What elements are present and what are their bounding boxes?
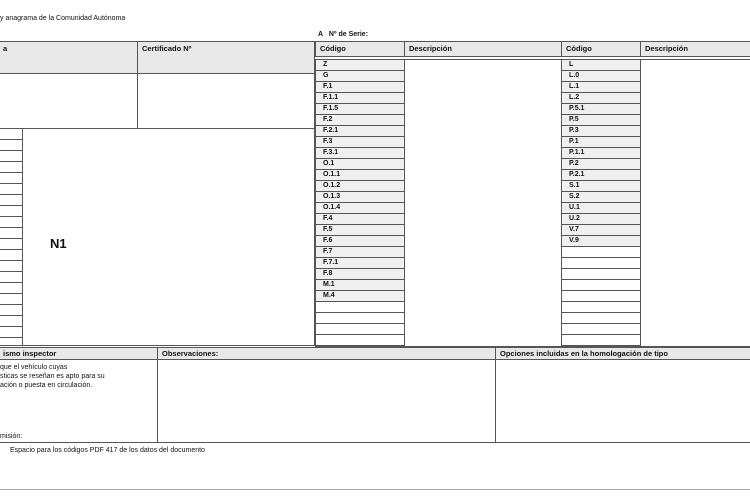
code-cell: O.1.4 (316, 203, 404, 214)
left-cell (0, 327, 22, 338)
left-cell (0, 283, 22, 294)
bottom-rule (0, 489, 750, 490)
code-cell: L.2 (562, 93, 640, 104)
serie-text: Nº de Serie: (328, 31, 369, 38)
code-cell: F.2 (316, 115, 404, 126)
desc-header-2: Descripción (640, 41, 750, 57)
code-cell: M.1 (316, 280, 404, 291)
certificado-content-box (137, 73, 315, 129)
inspector-header: ismo inspector (0, 347, 158, 360)
code-cell: L (562, 60, 640, 71)
code-cell: G (316, 71, 404, 82)
code-cell: S.2 (562, 192, 640, 203)
code-cell: V.7 (562, 225, 640, 236)
code-cell (562, 258, 640, 269)
code-cell: P.1 (562, 137, 640, 148)
inspector-text (0, 363, 158, 390)
code-cell (562, 302, 640, 313)
code-cell: P.2.1 (562, 170, 640, 181)
code-cell: F.7 (316, 247, 404, 258)
code-column-1 (315, 59, 405, 347)
desc-column-1 (404, 59, 562, 347)
code-cell (562, 247, 640, 258)
left-cell (0, 294, 22, 305)
code-cell: F.7.1 (316, 258, 404, 269)
code-cell: O.1.2 (316, 181, 404, 192)
desc-column-2 (640, 59, 750, 347)
left-cell (0, 173, 22, 184)
desc-header-1: Descripción (404, 41, 562, 57)
code-cell (562, 324, 640, 335)
left-cell (0, 261, 22, 272)
code-cell: F.3.1 (316, 148, 404, 159)
code-cell: P.2 (562, 159, 640, 170)
left-cell (0, 239, 22, 250)
left-striped-column (0, 128, 23, 346)
code-cell: F.3 (316, 137, 404, 148)
inspector-date-label: misión: (0, 433, 23, 440)
left-cell (0, 228, 22, 239)
code-cell: L.0 (562, 71, 640, 82)
code-cell (316, 302, 404, 313)
left-content-box (0, 73, 138, 129)
code-cell: F.1.1 (316, 93, 404, 104)
left-cell (0, 272, 22, 283)
left-cell (0, 162, 22, 173)
left-cell (0, 195, 22, 206)
inspector-line: sticas se reseñan es apto para su (0, 373, 105, 380)
code-cell: F.5 (316, 225, 404, 236)
code-cell (316, 313, 404, 324)
code-cell: F.8 (316, 269, 404, 280)
left-cell (0, 129, 22, 140)
code-cell: F.1 (316, 82, 404, 93)
code-cell: M.4 (316, 291, 404, 302)
left-header: a (0, 41, 138, 74)
n1-label: N1 (50, 236, 67, 251)
code-cell: F.1.5 (316, 104, 404, 115)
code-cell: O.1 (316, 159, 404, 170)
code-cell: P.5.1 (562, 104, 640, 115)
code-cell (316, 335, 404, 346)
code-cell: L.1 (562, 82, 640, 93)
code-cell: F.2.1 (316, 126, 404, 137)
code-cell: P.5 (562, 115, 640, 126)
serie-prefix: A (318, 31, 324, 38)
code-header-2: Código (561, 41, 641, 57)
opciones-box (495, 359, 750, 443)
observaciones-box (157, 359, 496, 443)
left-cell (0, 250, 22, 261)
code-cell (316, 324, 404, 335)
observaciones-header: Observaciones: (157, 347, 496, 360)
code-cell (562, 280, 640, 291)
serie-label (318, 30, 368, 39)
code-cell (562, 291, 640, 302)
code-cell: O.1.1 (316, 170, 404, 181)
code-cell: V.9 (562, 236, 640, 247)
certificado-header: Certificado Nº (137, 41, 315, 74)
code-cell: U.1 (562, 203, 640, 214)
left-cell (0, 140, 22, 151)
left-cell (0, 316, 22, 327)
code-cell: P.3 (562, 126, 640, 137)
left-cell (0, 217, 22, 228)
inspector-line: que el vehículo cuyas (0, 364, 68, 371)
left-cell (0, 206, 22, 217)
header-text: y anagrama de la Comunidad Autónoma (0, 15, 126, 22)
left-cell (0, 305, 22, 316)
code-cell: U.2 (562, 214, 640, 225)
code-cell: S.1 (562, 181, 640, 192)
code-cell (562, 335, 640, 346)
opciones-header: Opciones incluidas en la homologación de tipo (495, 347, 750, 360)
left-cell (0, 151, 22, 162)
code-cell: F.4 (316, 214, 404, 225)
left-cell (0, 184, 22, 195)
inspector-line: ación o puesta en circulación. (0, 382, 93, 389)
code-cell: P.1.1 (562, 148, 640, 159)
code-column-2 (561, 59, 641, 347)
code-cell: O.1.3 (316, 192, 404, 203)
code-cell: Z (316, 60, 404, 71)
code-cell: F.6 (316, 236, 404, 247)
pdf417-label: Espacio para los códigos PDF 417 de los datos del documento (10, 447, 205, 454)
code-header-1: Código (315, 41, 405, 57)
code-cell (562, 269, 640, 280)
code-cell (562, 313, 640, 324)
